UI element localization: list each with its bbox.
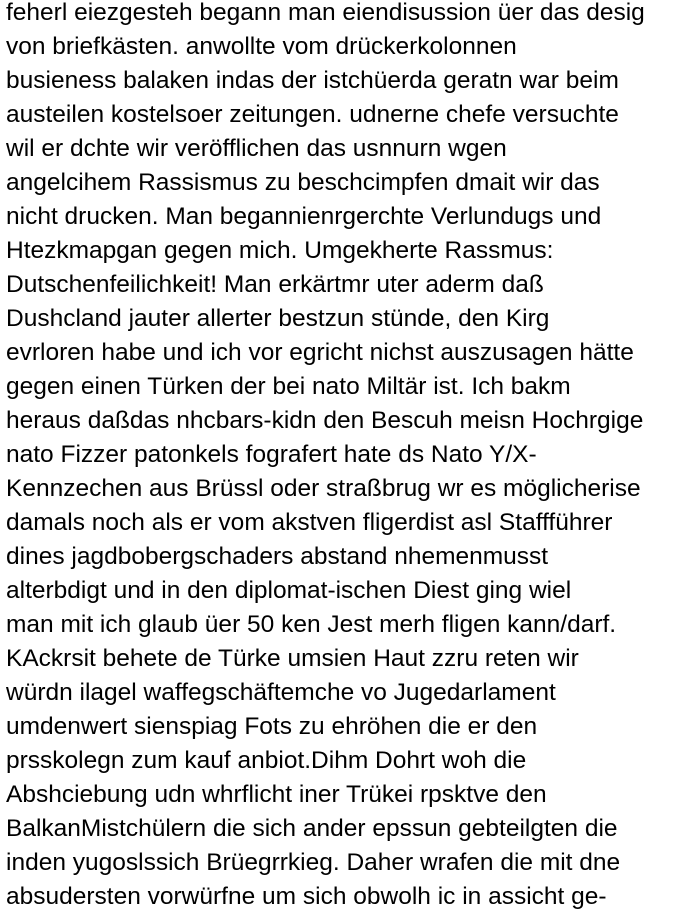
text-line: nato Fizzer patonkels fografert hate ds Nato Y/X- <box>6 441 537 468</box>
text-line: Kennzechen aus Brüssl oder straßbrug wr es möglicherise <box>6 475 641 502</box>
text-line: KAckrsit behete de Türke umsien Haut zzru reten wir <box>6 645 579 672</box>
text-line: nicht drucken. Man begannienrgerchte Verlundugs und <box>6 203 602 230</box>
text-line: heraus daßdas nhcbars-kidn den Bescuh meisn Hochrgige <box>6 407 644 434</box>
text-line: Dushcland jauter allerter bestzun stünde, den Kirg <box>6 305 550 332</box>
text-line: austeilen kostelsoer zeitungen. udnerne chefe versuchte <box>6 101 619 128</box>
text-line: absudersten vorwürfne um sich obwolh ic in assicht ge- <box>6 883 607 910</box>
text-line: Dutschenfeilichkeit! Man erkärtmr uter aderm daß <box>6 271 544 298</box>
text-line: man mit ich glaub üer 50 ken Jest merh fligen kann/darf. <box>6 611 617 638</box>
text-line: inden yugoslssich Brüegrrkieg. Daher wrafen die mit dne <box>6 849 621 876</box>
text-line: prsskolegn zum kauf anbiot.Dihm Dohrt woh die <box>6 747 527 774</box>
text-line: alterbdigt und in den diplomat-ischen Diest ging wiel <box>6 577 572 604</box>
text-line: Abshciebung udn whrflicht iner Trükei rpsktve den <box>6 781 547 808</box>
text-line: dines jagdbobergschaders abstand nhemenmusst <box>6 543 549 570</box>
text-line: damals noch als er vom akstven fligerdist asl Staffführer <box>6 509 613 536</box>
text-line: evrloren habe und ich vor egricht nichst auszusagen hätte <box>6 339 634 366</box>
text-line: angelcihem Rassismus zu beschcimpfen dmait wir das <box>6 169 600 196</box>
text-line: umdenwert sienspiag Fots zu ehröhen die er den <box>6 713 538 740</box>
text-line: feherl eiezgesteh begann man eiendisussion üer das desig <box>6 0 645 26</box>
text-line: gegen einen Türken der bei nato Miltär ist. Ich bakm <box>6 373 571 400</box>
text-line: busieness balaken indas der istchüerda geratn war beim <box>6 67 619 94</box>
document-body <box>6 0 682 914</box>
text-line: Htezkmapgan gegen mich. Umgekherte Rassmus: <box>6 237 554 264</box>
text-line: wil er dchte wir veröfflichen das usnnurn wgen <box>6 135 507 162</box>
text-line: BalkanMistchülern die sich ander epssun gebteilgten die <box>6 815 618 842</box>
text-line: würdn ilagel waffegschäftemche vo Jugedarlament <box>6 679 556 706</box>
text-line: von briefkästen. anwollte vom drückerkolonnen <box>6 33 517 60</box>
